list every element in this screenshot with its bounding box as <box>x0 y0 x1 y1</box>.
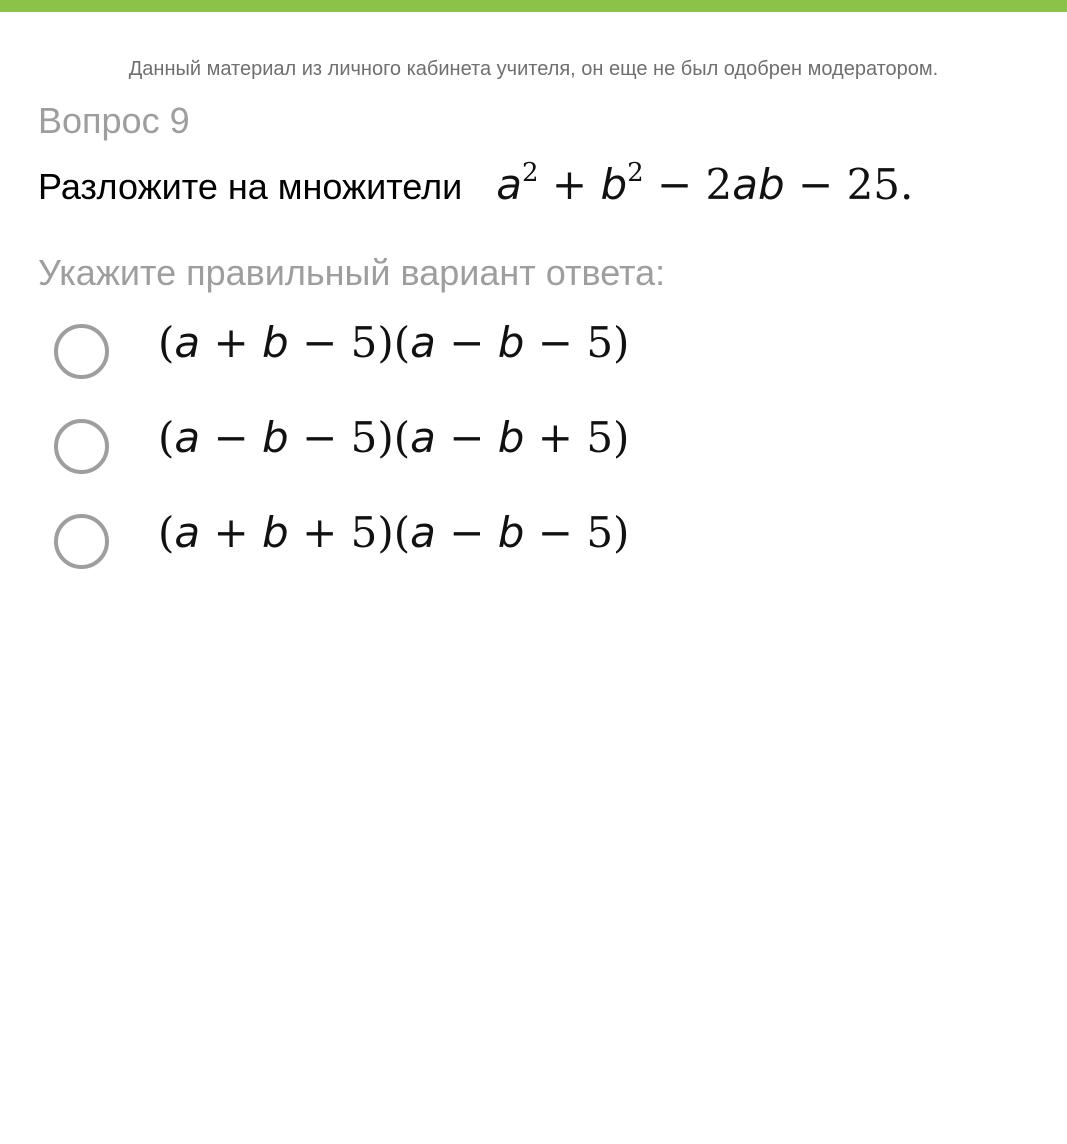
radio-button[interactable] <box>54 419 109 474</box>
expression-operator: − 2 <box>643 160 733 209</box>
question-text: Разложите на множители <box>38 166 463 207</box>
option-text-part: + <box>200 318 263 367</box>
option-var: a <box>410 508 436 557</box>
option-var: b <box>262 413 289 462</box>
option-var: b <box>262 318 289 367</box>
question-prompt <box>38 157 914 220</box>
radio-button[interactable] <box>54 514 109 569</box>
option-expression[interactable] <box>158 318 629 368</box>
option-text-part: − 5)( <box>288 413 411 462</box>
option-text-part: + 5)( <box>288 508 411 557</box>
option-text-part: ( <box>158 508 175 557</box>
option-var: a <box>410 413 436 462</box>
expression-var-a: a <box>496 160 522 209</box>
expression-var-b: b <box>600 160 628 209</box>
option-text-part: − 5) <box>524 508 630 557</box>
option-var: b <box>262 508 289 557</box>
option-var: a <box>410 318 436 367</box>
option-var: b <box>497 413 525 462</box>
option-text-part: − <box>435 413 498 462</box>
option-var: a <box>174 413 201 462</box>
option-expression[interactable] <box>158 508 629 558</box>
option-text-part: ( <box>158 318 175 367</box>
option-text-part: + 5) <box>524 413 630 462</box>
option-text-part: − <box>435 318 498 367</box>
expression-exponent: 2 <box>521 157 539 188</box>
option-var: b <box>497 508 525 557</box>
question-expression <box>496 157 914 209</box>
expression-operator: + <box>538 160 601 209</box>
option-var: a <box>174 508 201 557</box>
expression-exponent: 2 <box>627 157 644 188</box>
option-text-part: − 5) <box>524 318 630 367</box>
option-text-part: − <box>200 413 263 462</box>
expression-operator: − 25. <box>784 160 914 209</box>
option-text-part: + <box>200 508 263 557</box>
moderation-notice: Данный материал из личного кабинета учителя, он еще не был одобрен модератором. <box>128 58 939 80</box>
option-text-part: ( <box>158 413 175 462</box>
expression-var-ab: ab <box>732 160 785 209</box>
top-accent-bar <box>0 0 1067 12</box>
radio-button[interactable] <box>54 324 109 379</box>
option-text-part: − 5)( <box>288 318 411 367</box>
question-number: Вопрос 9 <box>38 100 190 141</box>
answer-instruction: Укажите правильный вариант ответа: <box>38 252 666 293</box>
answer-option-2[interactable] <box>0 399 1067 489</box>
option-var: a <box>174 318 201 367</box>
option-expression[interactable] <box>158 413 629 463</box>
option-var: b <box>497 318 525 367</box>
answer-option-1[interactable] <box>0 304 1067 394</box>
answer-option-3[interactable] <box>0 494 1067 584</box>
option-text-part: − <box>435 508 498 557</box>
